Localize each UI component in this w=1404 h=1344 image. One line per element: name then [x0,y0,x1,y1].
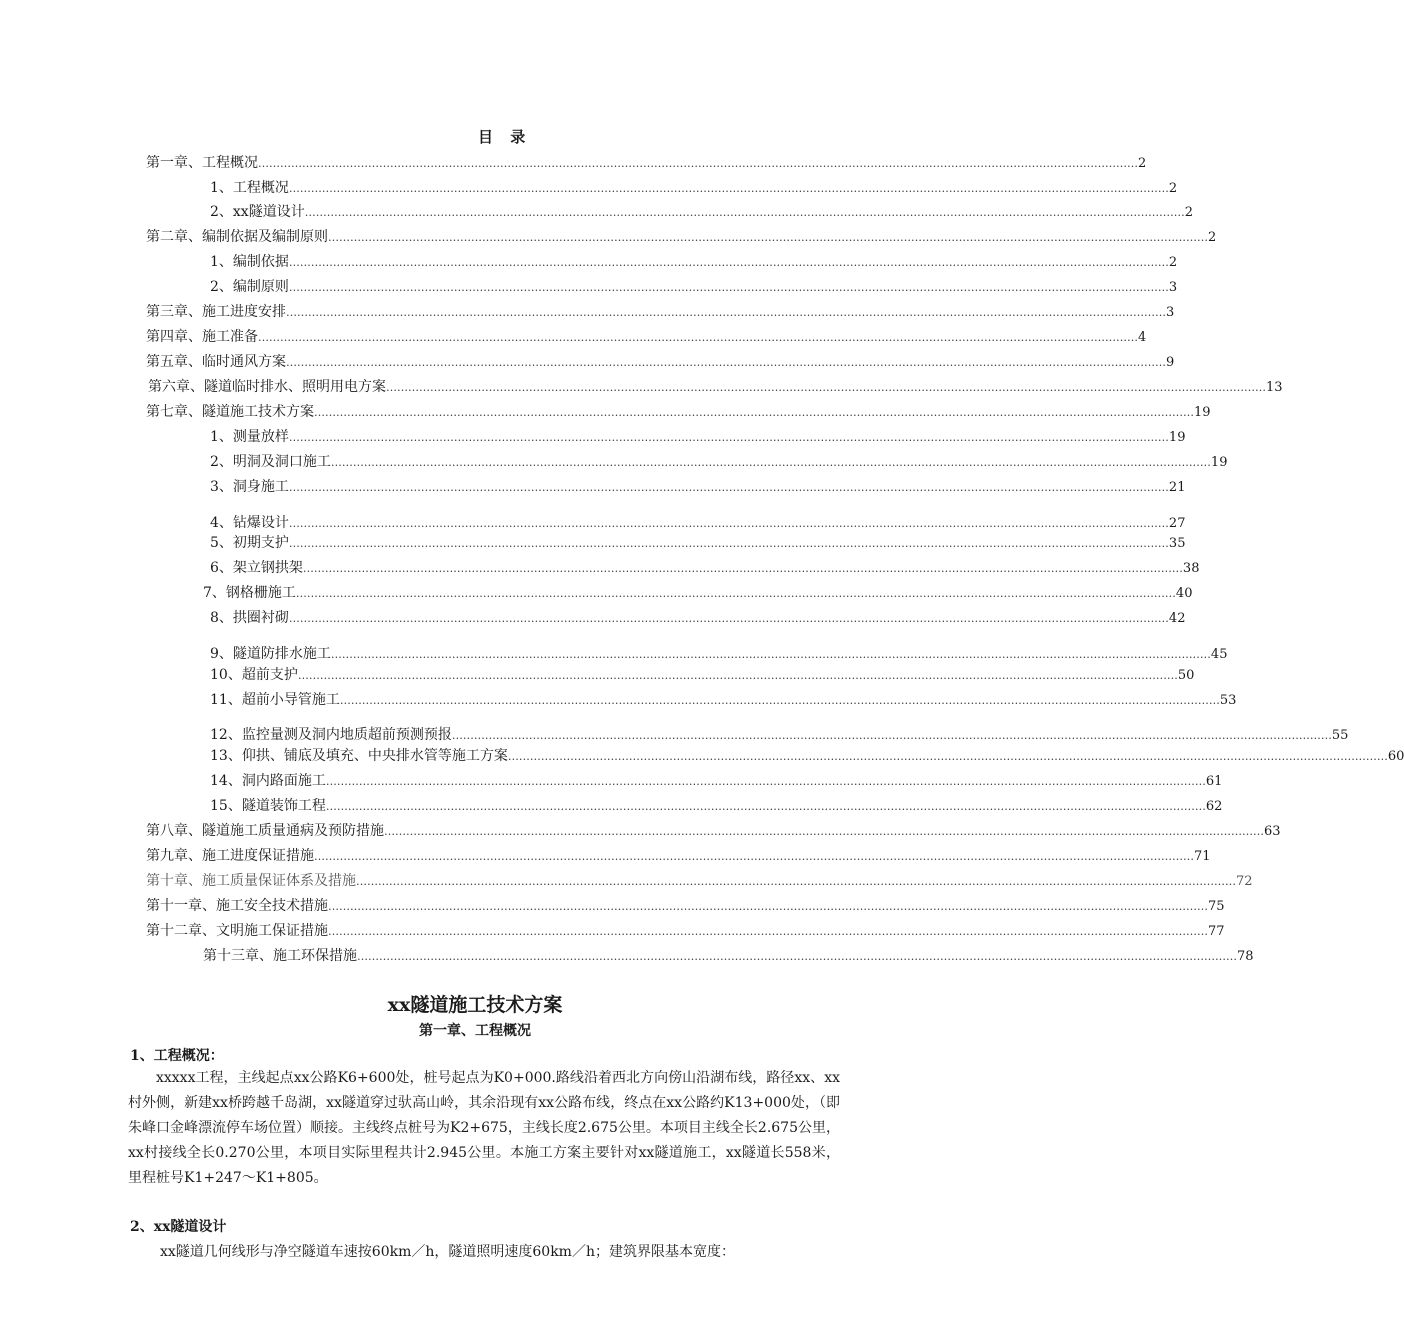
toc-leader-dots: …………………………………………………………………………………………………………………………………………………………………………………………………………………… [507,750,1388,763]
toc-entry[interactable] [210,276,1178,296]
toc-entry-page: 63 [1264,824,1281,839]
toc-leader-dots: …………………………………………………………………………………………………………………………………………………………………………………………………………………… [325,775,1206,788]
toc-leader-dots: …………………………………………………………………………………………………………………………………………………………………………………………………………………… [314,850,1194,863]
toc-leader-dots: …………………………………………………………………………………………………………………………………………………………………………………………………………………… [288,182,1169,195]
toc-entry-page: 27 [1168,516,1186,531]
toc-leader-dots: …………………………………………………………………………………………………………………………………………………………………………………………………………………… [328,231,1208,244]
toc-entry-page: 19 [1168,430,1186,445]
toc-entry[interactable] [210,745,1404,765]
toc-entry[interactable] [146,870,1253,890]
toc-entry[interactable] [146,895,1225,915]
toc-entry-label: 11、超前小导管施工 [210,692,340,708]
toc-entry-label: 第七章、隧道施工技术方案 [146,404,314,420]
toc-entry-page: 3 [1168,280,1178,295]
toc-leader-dots: …………………………………………………………………………………………………………………………………………………………………………………………………………………… [286,306,1166,319]
toc-entry[interactable] [203,582,1193,602]
toc-entry-page: 19 [1210,455,1228,470]
toc-entry-page: 2 [1168,255,1178,270]
toc-entry-label: 5、初期支护 [210,535,289,551]
toc-entry-label: 6、架立钢拱架 [210,560,303,576]
toc-entry[interactable] [210,426,1186,446]
toc-entry[interactable] [210,201,1193,221]
toc-entry-label: 2、编制原则 [210,279,289,295]
toc-entry-label: 2、明洞及洞口施工 [210,454,331,470]
toc-title: 目 录 [478,128,532,146]
toc-entry-label: 1、测量放样 [210,429,289,445]
toc-entry-page: 55 [1331,728,1349,743]
toc-leader-dots: …………………………………………………………………………………………………………………………………………………………………………………………………………………… [286,356,1166,369]
toc-leader-dots: …………………………………………………………………………………………………………………………………………………………………………………………………………………… [356,875,1236,888]
toc-entry-label: 10、超前支护 [210,667,298,683]
toc-entry-label: 第九章、施工进度保证措施 [146,848,314,864]
toc-entry[interactable] [146,326,1147,346]
toc-entry-label: 1、工程概况 [210,180,289,196]
toc-entry[interactable] [210,795,1223,815]
toc-entry[interactable] [210,770,1223,790]
toc-leader-dots: …………………………………………………………………………………………………………………………………………………………………………………………………………………… [288,612,1169,625]
toc-entry-page: 2 [1184,205,1193,220]
toc-leader-dots: …………………………………………………………………………………………………………………………………………………………………………………………………………………… [328,900,1208,913]
toc-entry-label: 第十一章、施工安全技术措施 [146,898,328,914]
toc-leader-dots: …………………………………………………………………………………………………………………………………………………………………………………………………………………… [288,537,1169,550]
toc-entry[interactable] [146,351,1175,371]
toc-entry-page: 9 [1166,355,1175,370]
toc-entry[interactable] [210,607,1186,627]
toc-entry-label: 第三章、施工进度安排 [146,304,286,320]
toc-leader-dots: …………………………………………………………………………………………………………………………………………………………………………………………………………………… [288,256,1169,269]
toc-entry[interactable] [210,512,1186,532]
toc-entry[interactable] [210,476,1186,496]
toc-entry[interactable] [146,845,1211,865]
toc-entry-page: 2 [1208,230,1217,245]
toc-entry[interactable] [210,177,1178,197]
toc-leader-dots: …………………………………………………………………………………………………………………………………………………………………………………………………………………… [304,206,1185,219]
toc-leader-dots: …………………………………………………………………………………………………………………………………………………………………………………………………………………… [297,669,1178,682]
toc-entry-page: 2 [1168,181,1178,196]
toc-entry-label: 15、隧道装饰工程 [210,798,326,814]
toc-leader-dots: …………………………………………………………………………………………………………………………………………………………………………………………………………………… [314,406,1194,419]
section-heading: 1、工程概况： [130,1048,224,1064]
toc-leader-dots: …………………………………………………………………………………………………………………………………………………………………………………………………………………… [288,481,1169,494]
section-paragraph: xx隧道几何线形与净空隧道车速按60km／h，隧道照明速度60km／h；建筑界限基本宽度： [160,1244,735,1260]
toc-entry-label: 4、钻爆设计 [210,515,289,531]
toc-entry[interactable] [210,724,1349,744]
toc-entry-page: 38 [1182,561,1200,576]
toc-entry-label: 13、仰拱、铺底及填充、中央排水管等施工方案 [210,748,508,764]
toc-entry-page: 42 [1168,611,1186,626]
toc-entry-label: 第十二章、文明施工保证措施 [146,923,328,939]
toc-leader-dots: …………………………………………………………………………………………………………………………………………………………………………………………………………………… [339,694,1220,707]
toc-entry[interactable] [146,226,1217,246]
toc-entry[interactable] [210,643,1228,663]
toc-entry-label: 第四章、施工准备 [146,329,258,345]
toc-entry-page: 21 [1168,480,1186,495]
toc-entry[interactable] [210,664,1195,684]
toc-leader-dots: …………………………………………………………………………………………………………………………………………………………………………………………………………………… [386,381,1266,394]
toc-entry[interactable] [146,301,1175,321]
toc-entry-label: 3、洞身施工 [210,479,289,495]
toc-entry-page: 2 [1138,156,1147,171]
toc-entry-page: 71 [1194,849,1211,864]
toc-entry-label: 1、编制依据 [210,254,289,270]
toc-entry-page: 75 [1208,899,1225,914]
toc-entry[interactable] [210,251,1178,271]
toc-entry[interactable] [146,820,1281,840]
toc-entry-label: 第一章、工程概况 [146,155,258,171]
section-heading: 2、xx隧道设计 [130,1219,227,1235]
toc-entry-label: 第六章、隧道临时排水、照明用电方案 [148,379,386,395]
toc-entry-page: 50 [1177,668,1195,683]
toc-entry[interactable] [210,451,1228,471]
toc-entry-page: 13 [1266,380,1283,395]
toc-entry[interactable] [210,557,1200,577]
toc-entry-label: 2、xx隧道设计 [210,204,305,220]
toc-entry-label: 第十三章、施工环保措施 [203,948,357,964]
toc-leader-dots: …………………………………………………………………………………………………………………………………………………………………………………………………………………… [451,729,1332,742]
toc-leader-dots: …………………………………………………………………………………………………………………………………………………………………………………………………………………… [258,157,1138,170]
toc-entry[interactable] [146,401,1211,421]
toc-entry-page: 40 [1175,586,1193,601]
toc-entry-label: 第二章、编制依据及编制原则 [146,229,328,245]
toc-entry[interactable] [146,152,1147,172]
toc-entry-label: 9、隧道防排水施工 [210,646,331,662]
toc-entry-page: 53 [1219,693,1237,708]
toc-entry[interactable] [203,945,1254,965]
toc-entry-page: 77 [1208,924,1225,939]
toc-entry-label: 8、拱圈衬砌 [210,610,289,626]
toc-entry-label: 7、钢格栅施工 [203,585,296,601]
toc-entry-page: 62 [1205,799,1223,814]
document-title: xx隧道施工技术方案 [387,994,563,1016]
toc-leader-dots: …………………………………………………………………………………………………………………………………………………………………………………………………………………… [288,517,1169,530]
toc-leader-dots: …………………………………………………………………………………………………………………………………………………………………………………………………………………… [384,825,1264,838]
toc-entry-page: 3 [1166,305,1175,320]
toc-entry[interactable] [210,689,1237,709]
toc-entry-page: 4 [1138,330,1147,345]
toc-entry-page: 45 [1210,647,1228,662]
toc-leader-dots: …………………………………………………………………………………………………………………………………………………………………………………………………………………… [330,456,1211,469]
toc-leader-dots: …………………………………………………………………………………………………………………………………………………………………………………………………………………… [288,281,1169,294]
toc-leader-dots: …………………………………………………………………………………………………………………………………………………………………………………………………………………… [258,331,1138,344]
toc-entry-label: 12、监控量测及洞内地质超前预测预报 [210,727,452,743]
toc-leader-dots: …………………………………………………………………………………………………………………………………………………………………………………………………………………… [302,562,1183,575]
toc-entry-page: 61 [1205,774,1223,789]
toc-leader-dots: …………………………………………………………………………………………………………………………………………………………………………………………………………………… [295,587,1176,600]
toc-leader-dots: …………………………………………………………………………………………………………………………………………………………………………………………………………………… [325,800,1206,813]
toc-leader-dots: …………………………………………………………………………………………………………………………………………………………………………………………………………………… [288,431,1169,444]
toc-entry-label: 第五章、临时通风方案 [146,354,286,370]
chapter-title: 第一章、工程概况 [419,1023,531,1039]
toc-leader-dots: …………………………………………………………………………………………………………………………………………………………………………………………………………………… [357,950,1237,963]
toc-entry-label: 14、洞内路面施工 [210,773,326,789]
toc-entry[interactable] [146,920,1225,940]
toc-entry[interactable] [148,376,1283,396]
toc-leader-dots: …………………………………………………………………………………………………………………………………………………………………………………………………………………… [330,648,1211,661]
toc-entry-page: 78 [1237,949,1254,964]
toc-entry-label: 第八章、隧道施工质量通病及预防措施 [146,823,384,839]
section-paragraph: xxxxx工程，主线起点xx公路K6+600处，桩号起点为K0+000.路线沿着西北方向傍山沿湖布线，路径xx、xx村外侧，新建xx桥跨越千岛湖，xx隧道穿过驮高山岭，其余沿现有xx公路布线，终点在xx公路约K13+000处，（即朱峰口金峰漂流停车场位置）顺接。主线终点桩号为K2+675，主线长度2.675公里。本项目主线全长2.675公里，xx村接线全长0.270公里，本项目实际里程共计2.945公里。本施工方案主要针对xx隧道施工，xx隧道长558米，里程桩号K1+247～K1+805。 [128,1070,840,1186]
toc-leader-dots: …………………………………………………………………………………………………………………………………………………………………………………………………………………… [328,925,1208,938]
toc-entry-page: 19 [1194,405,1211,420]
toc-entry-label: 第十章、施工质量保证体系及措施 [146,873,356,889]
toc-entry-page: 72 [1236,874,1253,889]
toc-entry-page: 60 [1387,749,1404,764]
toc-entry-page: 35 [1168,536,1186,551]
toc-entry[interactable] [210,532,1186,552]
